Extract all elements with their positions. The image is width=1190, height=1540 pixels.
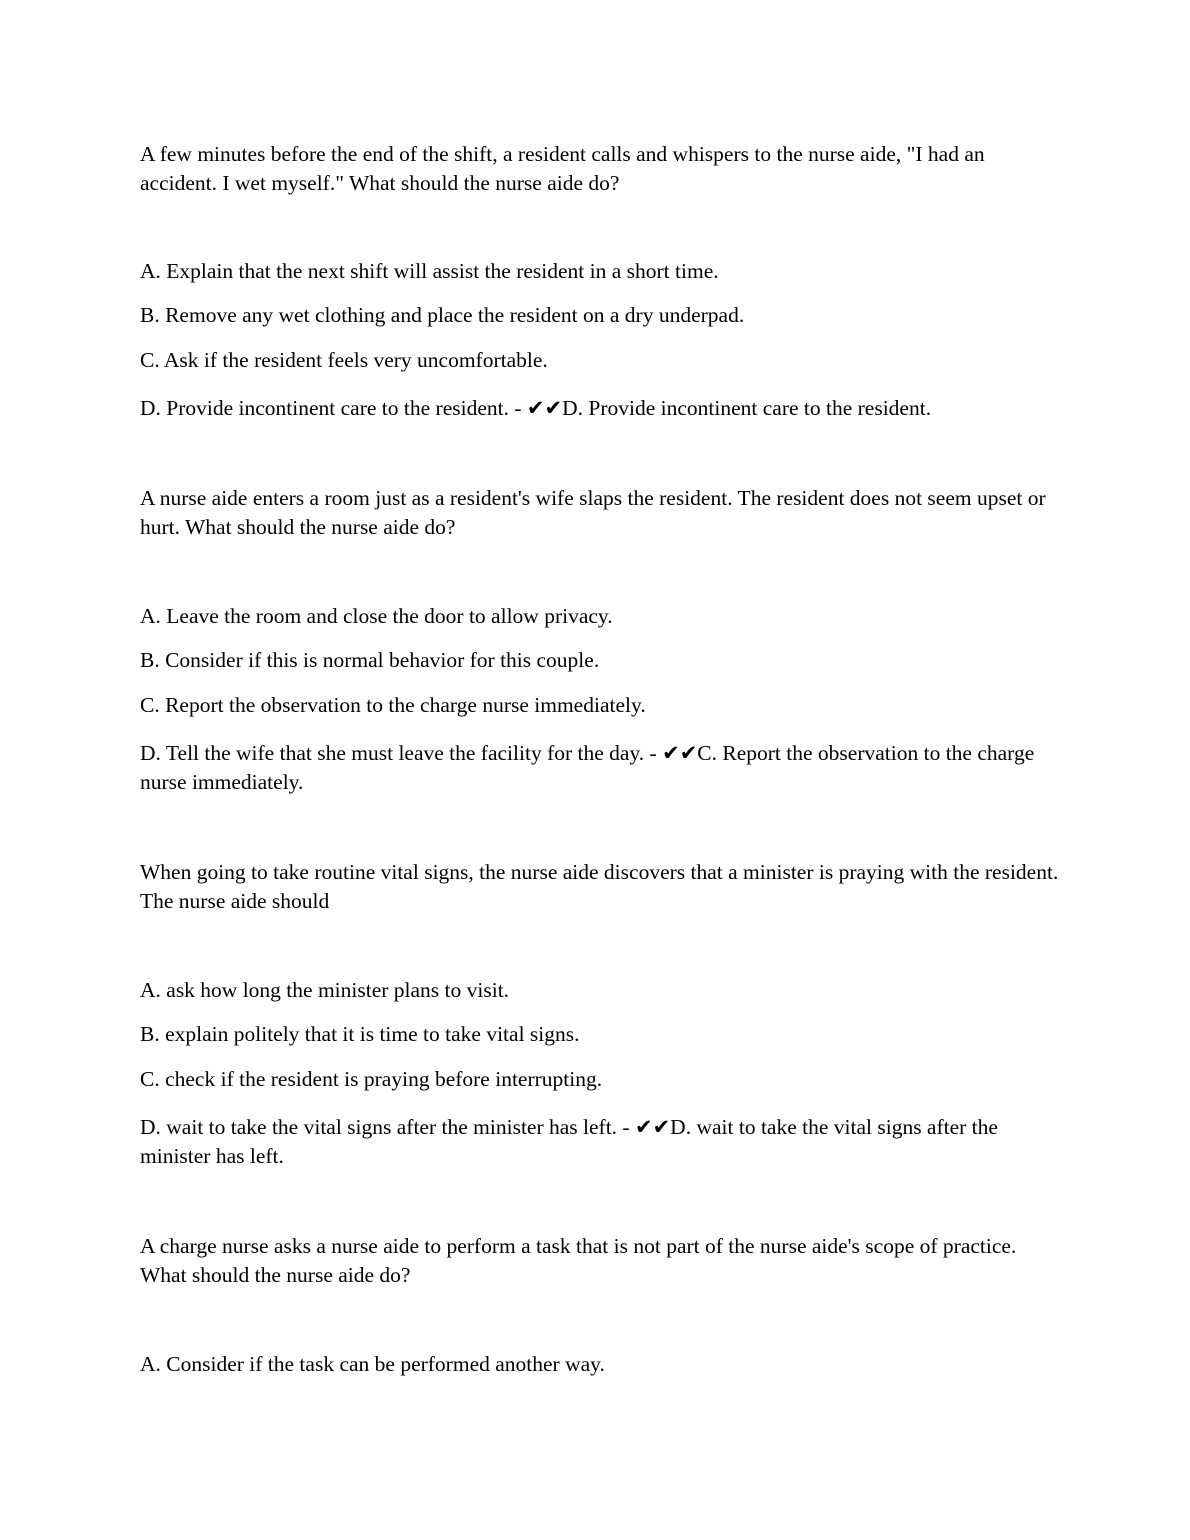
question-2-option-c: C. Report the observation to the charge nurse immediately. <box>140 693 646 717</box>
question-2-option-a: A. Leave the room and close the door to allow privacy. <box>140 604 613 628</box>
question-4-option-a: A. Consider if the task can be performed another way. <box>140 1352 605 1376</box>
checkmark-icon: ✔✔ <box>526 396 563 420</box>
question-1-stem: A few minutes before the end of the shift, a resident calls and whispers to the nurse aide, "I had an accident. I wet myself." What should the nurse aide do? <box>140 142 985 195</box>
question-3-answer: D. wait to take the vital signs after the minister has left. <box>140 1115 998 1168</box>
question-4-stem: A charge nurse asks a nurse aide to perform a task that is not part of the nurse aide's scope of practice. What should the nurse aide do? <box>140 1234 1017 1287</box>
question-2-answer: C. Report the observation to the charge nurse immediately. <box>140 741 1035 794</box>
question-1-option-d: D. Provide incontinent care to the resident. - <box>140 396 527 420</box>
question-3-option-c: C. check if the resident is praying before interrupting. <box>140 1067 603 1091</box>
checkmark-icon: ✔✔ <box>634 1115 671 1139</box>
question-2-stem: A nurse aide enters a room just as a resident's wife slaps the resident. The resident does not seem upset or hurt. What should the nurse aide do? <box>140 486 1046 539</box>
question-3-option-b: B. explain politely that it is time to take vital signs. <box>140 1022 580 1046</box>
question-1-option-b: B. Remove any wet clothing and place the resident on a dry underpad. <box>140 303 745 327</box>
question-1-option-d-answer <box>140 394 1060 423</box>
question-3-option-d: D. wait to take the vital signs after the minister has left. - <box>140 1115 635 1139</box>
question-3-option-a: A. ask how long the minister plans to visit. <box>140 978 510 1002</box>
question-1-option-c: C. Ask if the resident feels very uncomfortable. <box>140 348 548 372</box>
question-2-option-d-answer <box>140 739 1060 797</box>
question-2-option-d: D. Tell the wife that she must leave the facility for the day. - <box>140 741 663 765</box>
checkmark-icon: ✔✔ <box>662 741 698 765</box>
question-3-stem: When going to take routine vital signs, the nurse aide discovers that a minister is praying with the resident. The nurse aide should <box>140 860 1059 913</box>
question-1-answer: D. Provide incontinent care to the resident. <box>562 396 932 420</box>
question-2-option-b: B. Consider if this is normal behavior for this couple. <box>140 648 600 672</box>
question-3-option-d-answer <box>140 1113 1060 1171</box>
question-1-option-a: A. Explain that the next shift will assist the resident in a short time. <box>140 259 719 283</box>
